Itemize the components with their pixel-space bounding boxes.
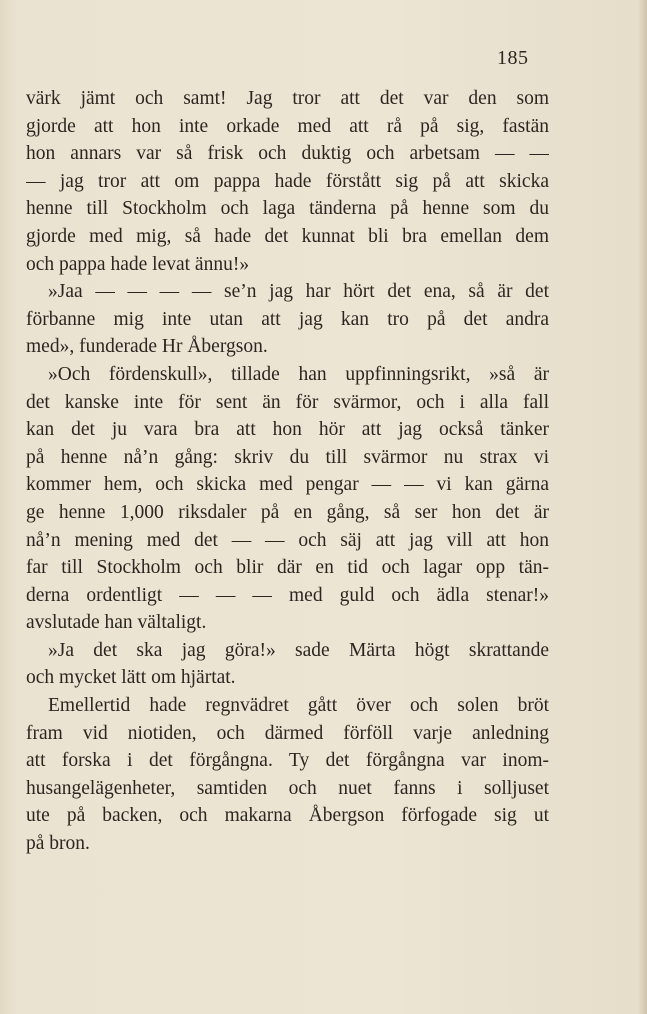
- text-line: gjorde att hon inte orkade med att rå på sig, fastän: [26, 115, 549, 137]
- text-line: och pappa hade levat ännu!»: [26, 253, 250, 275]
- text-line: »Jaa — — — — se’n jag har hört det ena, så är det: [48, 281, 549, 303]
- text-line: gjorde med mig, så hade det kunnat bli bra emellan dem: [26, 225, 549, 247]
- text-line: »Och fördenskull», tillade han uppfinningsrikt, »så är: [48, 363, 549, 385]
- text-line: — jag tror att om pappa hade förstått sig på att skicka: [26, 170, 549, 192]
- page-gutter-shadow: [637, 0, 647, 1014]
- text-line: kommer hem, och skicka med pengar — — vi kan gärna: [26, 474, 549, 496]
- text-line: husangelägenheter, samtiden och nuet fanns i solljuset: [26, 777, 549, 799]
- text-line: det kanske inte för sent än för svärmor, och i alla fall: [26, 391, 549, 413]
- text-line: hon annars var så frisk och duktig och arbetsam — —: [26, 143, 549, 165]
- text-line: henne till Stockholm och laga tänderna på henne som du: [26, 198, 549, 220]
- text-line: far till Stockholm och blir där en tid och lagar opp tän-: [26, 557, 549, 579]
- body-text: [26, 85, 549, 858]
- text-line: att forska i det förgångna. Ty det förgångna var inom-: [26, 750, 549, 772]
- text-line: avslutade han vältaligt.: [26, 612, 207, 634]
- text-line: och mycket lätt om hjärtat.: [26, 667, 236, 689]
- text-line: ute på backen, och makarna Åbergson förfogade sig ut: [26, 805, 549, 827]
- text-line: kan det ju vara bra att hon hör att jag också tänker: [26, 419, 549, 441]
- text-line: nå’n mening med det — — och säj att jag vill att hon: [26, 529, 549, 551]
- text-line: ge henne 1,000 riksdaler på en gång, så ser hon det är: [26, 501, 549, 523]
- text-line: fram vid niotiden, och därmed förföll varje anledning: [26, 722, 549, 744]
- text-line: på henne nå’n gång: skriv du till svärmor nu strax vi: [26, 446, 549, 468]
- page-number: 185: [497, 47, 529, 69]
- text-line: med», funderade Hr Åbergson.: [26, 336, 268, 358]
- text-line: värk jämt och samt! Jag tror att det var den som: [26, 88, 549, 109]
- text-line: på bron.: [26, 833, 90, 855]
- text-line: derna ordentligt — — — med guld och ädla stenar!»: [26, 584, 549, 606]
- text-line: Emellertid hade regnvädret gått över och solen bröt: [48, 695, 549, 717]
- text-line: »Ja det ska jag göra!» sade Märta högt skrattande: [48, 639, 549, 661]
- text-line: förbanne mig inte utan att jag kan tro på det andra: [26, 308, 549, 330]
